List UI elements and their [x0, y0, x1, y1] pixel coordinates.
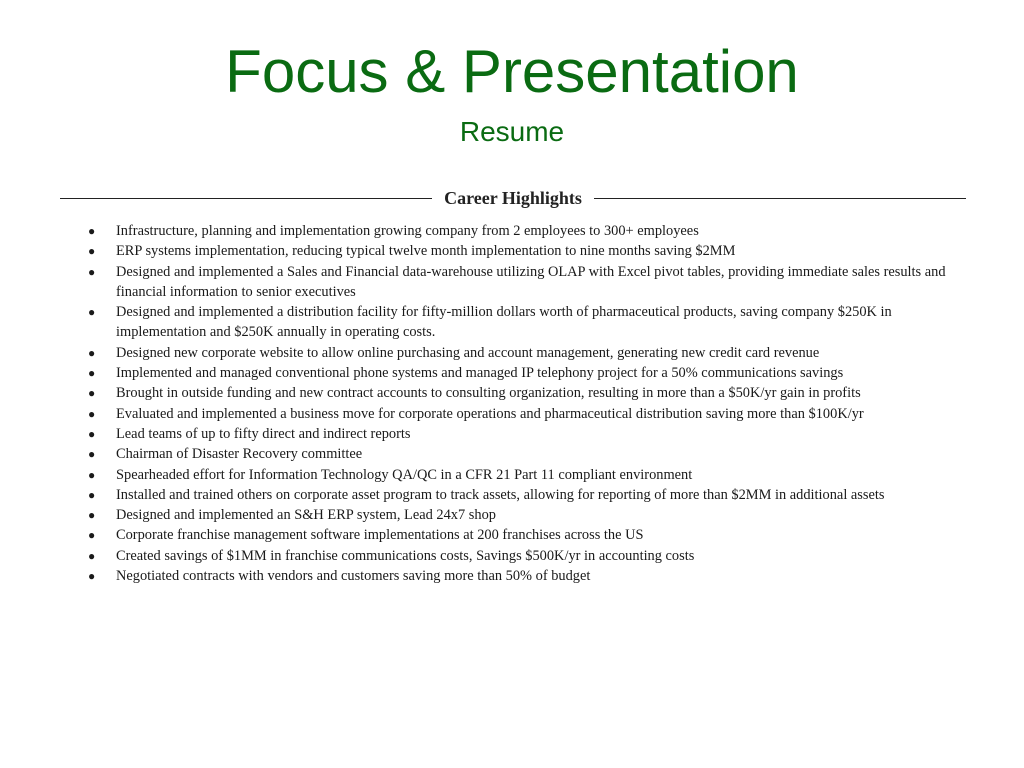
bullet-icon: ●: [88, 467, 96, 482]
career-highlights-list: [84, 221, 974, 586]
bullet-icon: ●: [88, 406, 96, 421]
section-header: [60, 184, 966, 212]
bullet-icon: ●: [88, 345, 96, 360]
bullet-icon: ●: [88, 447, 96, 462]
list-item: [84, 465, 974, 485]
list-item: [84, 363, 974, 383]
list-item: [84, 262, 974, 303]
slide-subtitle: Resume: [459, 116, 565, 147]
bullet-icon: ●: [88, 508, 96, 523]
left-divider: [60, 198, 432, 199]
bullet-icon: ●: [88, 569, 96, 584]
list-item: [84, 444, 974, 464]
list-item-text: Designed new corporate website to allow online purchasing and account management, generating new credit card revenue: [116, 344, 820, 361]
list-item: [84, 302, 974, 343]
list-item: [84, 505, 974, 525]
list-item: [84, 525, 974, 545]
list-item-text: Implemented and managed conventional phone systems and managed IP telephony project for a 50% communications savings: [116, 365, 844, 382]
bullet-icon: ●: [88, 487, 96, 502]
list-item-text: Brought in outside funding and new contract accounts to consulting organization, resulting in more than a $50K/yr gain in profits: [116, 385, 861, 402]
bullet-icon: ●: [88, 386, 96, 401]
list-item-text: Evaluated and implemented a business move for corporate operations and pharmaceutical distribution saving more than $100K/yr: [116, 405, 864, 422]
slide-title: Focus & Presentation: [225, 38, 799, 105]
list-item: [84, 241, 974, 261]
bullet-icon: ●: [88, 426, 96, 441]
bullet-icon: ●: [88, 528, 96, 543]
list-item-text: Spearheaded effort for Information Technology QA/QC in a CFR 21 Part 11 compliant environment: [116, 466, 693, 483]
list-item: [84, 546, 974, 566]
list-item-text: Corporate franchise management software implementations at 200 franchises across the US: [116, 527, 644, 544]
bullet-icon: ●: [88, 305, 96, 320]
list-item: [84, 404, 974, 424]
list-item-text: Created savings of $1MM in franchise communications costs, Savings $500K/yr in accounting costs: [116, 547, 695, 564]
bullet-icon: ●: [88, 264, 96, 279]
section-title: Career Highlights: [444, 187, 582, 208]
list-item-text: Negotiated contracts with vendors and customers saving more than 50% of budget: [116, 568, 591, 585]
list-item-text: ERP systems implementation, reducing typical twelve month implementation to nine months saving $2MM: [116, 243, 736, 260]
list-item-text: Installed and trained others on corporate asset program to track assets, allowing for reporting of more than $2MM in additional assets: [116, 486, 885, 503]
list-item-text: Lead teams of up to fifty direct and indirect reports: [116, 425, 411, 442]
list-item-text: Infrastructure, planning and implementation growing company from 2 employees to 300+ employees: [116, 223, 699, 239]
bullet-icon: ●: [88, 548, 96, 563]
list-item: [84, 343, 974, 363]
list-item: [84, 383, 974, 403]
bullet-icon: ●: [88, 224, 96, 238]
bullet-icon: ●: [88, 366, 96, 381]
list-item-text: Chairman of Disaster Recovery committee: [116, 446, 363, 463]
list-item-text: Designed and implemented a Sales and Financial data-warehouse utilizing OLAP with Excel pivot tables, providing immediate sales results and financial information to senior executives: [116, 263, 946, 300]
list-item-text: Designed and implemented a distribution facility for fifty-million dollars worth of pharmaceutical products, saving company $250K in implementation and $250K annually in operating costs.: [116, 304, 892, 341]
bullet-icon: ●: [88, 244, 96, 259]
list-item-text: Designed and implemented an S&H ERP system, Lead 24x7 shop: [116, 507, 496, 524]
right-divider: [594, 198, 966, 199]
list-item: [84, 485, 974, 505]
list-item: [84, 566, 974, 586]
list-item: [84, 221, 974, 241]
list-item: [84, 424, 974, 444]
